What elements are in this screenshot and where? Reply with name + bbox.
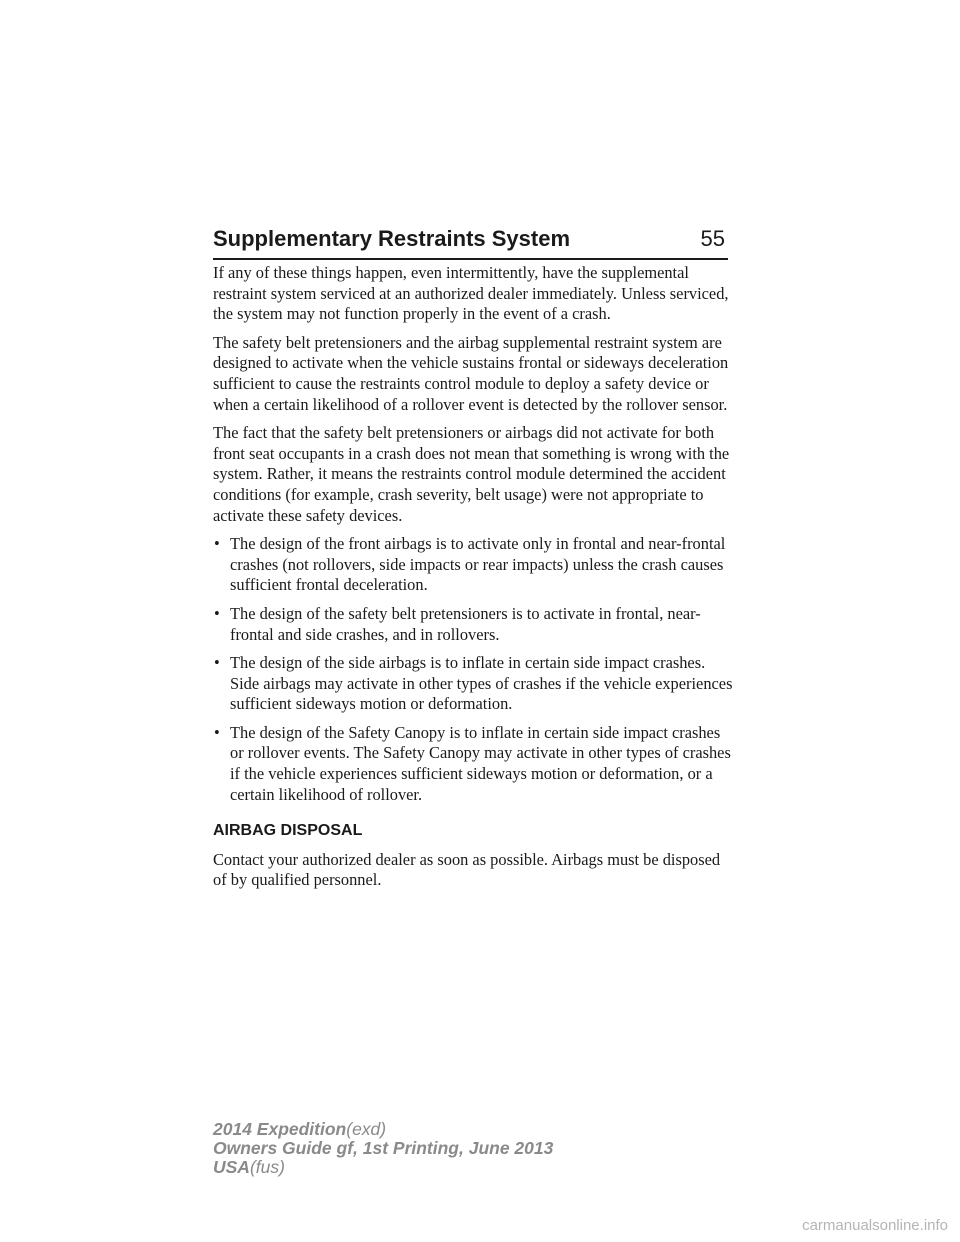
footer-line bbox=[213, 1139, 553, 1158]
bullet-item bbox=[213, 723, 733, 805]
bullet-item bbox=[213, 534, 733, 596]
footer-line bbox=[213, 1158, 553, 1177]
paragraph: If any of these things happen, even intermittently, have the supplemental restraint system serviced at an authorized dealer immediately. Unless serviced, the system may not function properly in the event of a crash. bbox=[213, 263, 729, 324]
watermark: carmanualsonline.info bbox=[802, 1217, 948, 1234]
footer-market: USA bbox=[213, 1157, 250, 1177]
bullet-item bbox=[213, 653, 733, 715]
footer-model: 2014 Expedition bbox=[213, 1119, 347, 1139]
header-rule bbox=[213, 258, 728, 260]
page-body bbox=[213, 263, 733, 899]
footer-market-code: (fus) bbox=[249, 1157, 285, 1177]
bullet-icon: • bbox=[214, 603, 220, 623]
page-number: 55 bbox=[700, 226, 725, 251]
bullet-icon: • bbox=[214, 722, 220, 742]
bullet-icon: • bbox=[214, 653, 220, 673]
footer-line bbox=[213, 1120, 553, 1139]
paragraph: The safety belt pretensioners and the airbag supplemental restraint system are designed to activate when the vehicle sustains frontal or sideways deceleration sufficient to cause the restraints control module to deploy a safety device or when a certain likelihood of a rollover event is detected by the rollover sensor. bbox=[213, 332, 729, 414]
bullet-icon: • bbox=[214, 534, 220, 554]
document-footer bbox=[213, 1120, 553, 1177]
bullet-text: The design of the side airbags is to inflate in certain side impact crashes. Side airbags may activate in other types of crashes if the vehicle experiences sufficient sideways motion or deformation. bbox=[230, 653, 733, 714]
bullet-list bbox=[213, 534, 733, 805]
footer-edition: Owners Guide gf, 1st Printing, June 2013 bbox=[213, 1138, 554, 1158]
bullet-text: The design of the Safety Canopy is to inflate in certain side impact crashes or rollover events. The Safety Canopy may activate in other types of crashes if the vehicle experiences sufficient sideways motion or deformation, or a certain likelihood of rollover. bbox=[230, 722, 731, 804]
page-header bbox=[213, 226, 725, 252]
bullet-text: The design of the safety belt pretensioners is to activate in frontal, near-frontal and side crashes, and in rollovers. bbox=[230, 603, 701, 644]
paragraph: The fact that the safety belt pretensioners or airbags did not activate for both front seat occupants in a crash does not mean that something is wrong with the system. Rather, it means the restraints control module determined the accident conditions (for example, crash severity, belt usage) were not appropriate to activate these safety devices. bbox=[213, 423, 730, 525]
section-heading: AIRBAG DISPOSAL bbox=[213, 822, 363, 840]
section-title: Supplementary Restraints System bbox=[213, 226, 571, 251]
paragraph: Contact your authorized dealer as soon as possible. Airbags must be disposed of by qualified personnel. bbox=[213, 849, 721, 890]
bullet-item bbox=[213, 604, 733, 645]
bullet-text: The design of the front airbags is to activate only in frontal and near-frontal crashes (not rollovers, side impacts or rear impacts) unless the crash causes sufficient frontal deceleration. bbox=[230, 534, 726, 595]
footer-model-code: (exd) bbox=[346, 1119, 387, 1139]
